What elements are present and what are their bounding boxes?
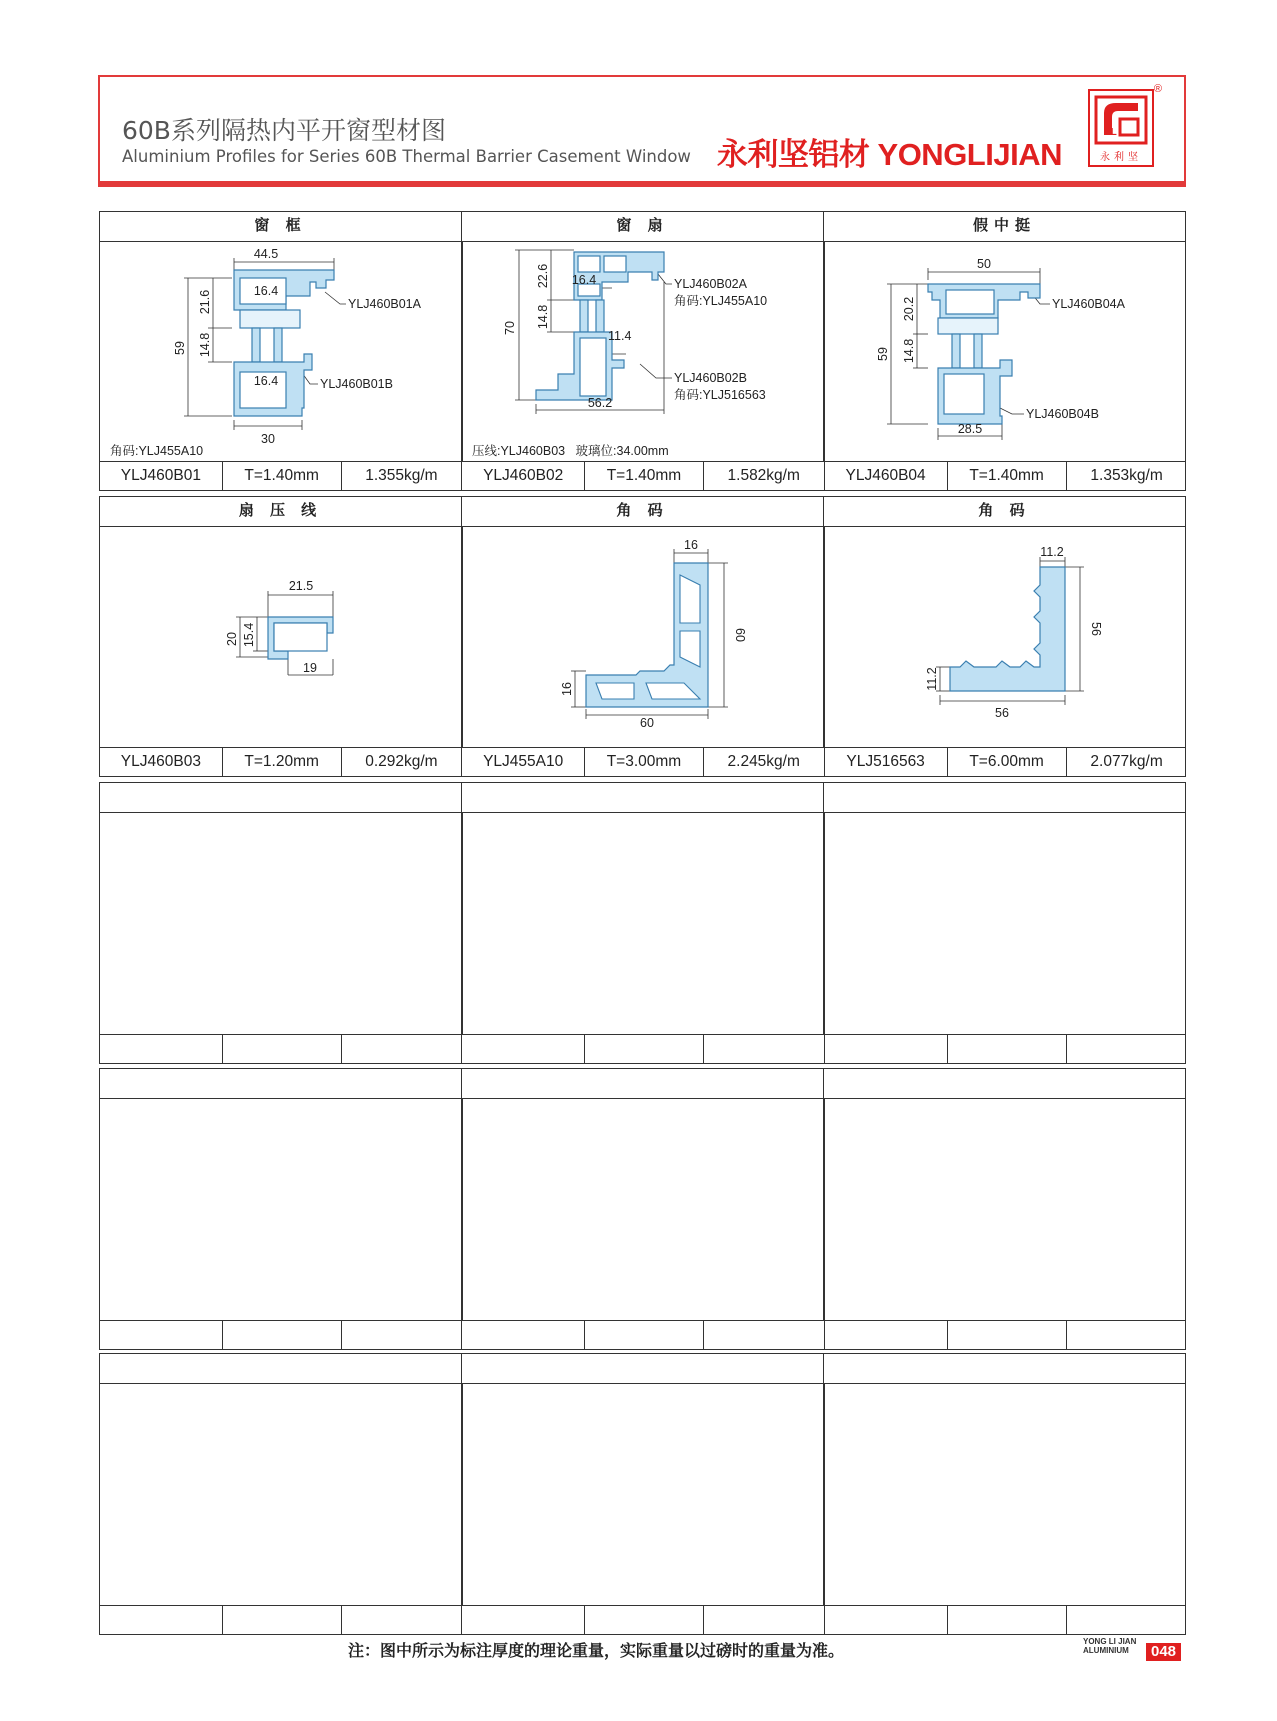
- registered-mark: ®: [1153, 83, 1162, 95]
- svg-text:16: 16: [684, 538, 698, 552]
- column-divider: [461, 1099, 463, 1320]
- profile-weight: [1067, 1035, 1187, 1063]
- column-header: [100, 1354, 462, 1383]
- page-brand-line: ALUMINIUM: [1083, 1646, 1129, 1655]
- profile-thickness: T=6.00mm: [948, 748, 1067, 776]
- column-divider: [461, 813, 463, 1034]
- column-divider: [823, 1099, 825, 1320]
- column-divider: [823, 813, 825, 1034]
- svg-text:16.4: 16.4: [253, 284, 279, 298]
- svg-text:59: 59: [876, 347, 890, 361]
- svg-text:16.4: 16.4: [571, 273, 597, 287]
- profile-code: [462, 1035, 585, 1063]
- logo-mark-icon: [1090, 91, 1152, 151]
- profile-thickness: [585, 1606, 704, 1634]
- page-title: 60B系列隔热内平开窗型材图: [122, 116, 446, 145]
- svg-text:11.4: 11.4: [608, 329, 632, 343]
- profile-code: YLJ460B03: [100, 748, 223, 776]
- svg-text:50: 50: [977, 257, 991, 271]
- svg-text:YLJ460B02B: YLJ460B02B: [674, 371, 747, 385]
- profile-code: [825, 1035, 948, 1063]
- svg-text:14.8: 14.8: [536, 304, 550, 330]
- svg-text:角码:YLJ516563: 角码:YLJ516563: [674, 388, 766, 402]
- svg-text:角码:YLJ455A10: 角码:YLJ455A10: [674, 294, 768, 308]
- profile-thickness: [948, 1321, 1067, 1349]
- profile-code: [462, 1321, 585, 1349]
- profile-code: YLJ455A10: [462, 748, 585, 776]
- profile-panel-2: [99, 496, 1186, 777]
- profile-weight: 0.292kg/m: [365, 753, 438, 770]
- panel-header-row: [100, 497, 1185, 527]
- svg-text:70: 70: [503, 321, 517, 335]
- panel-header-row: [100, 1069, 1185, 1099]
- svg-text:11.2: 11.2: [1040, 545, 1064, 559]
- profile-code: YLJ460B01: [100, 462, 223, 490]
- svg-text:YLJ460B02A: YLJ460B02A: [674, 277, 747, 291]
- profile-code: [462, 1606, 585, 1634]
- svg-text:28.5: 28.5: [957, 422, 983, 436]
- profile-panel-4: [99, 1068, 1186, 1350]
- page-number-block: [1083, 1637, 1177, 1660]
- column-divider: [823, 1384, 825, 1605]
- svg-text:60: 60: [733, 628, 747, 642]
- profile-code: [100, 1606, 223, 1634]
- column-header: 角 码: [978, 502, 1031, 519]
- profile-code: [825, 1606, 948, 1634]
- column-header: [824, 1069, 1185, 1098]
- profile-code: YLJ516563: [825, 748, 948, 776]
- profile-drawing-ylj460b01: [100, 242, 461, 462]
- profile-drawing-ylj460b04: [824, 242, 1186, 462]
- svg-text:YLJ460B04B: YLJ460B04B: [1026, 407, 1099, 421]
- profile-thickness: [585, 1321, 704, 1349]
- profile-panel-1: [99, 211, 1186, 491]
- svg-text:21.6: 21.6: [198, 289, 212, 315]
- profile-weight: [342, 1321, 462, 1349]
- svg-text:59: 59: [173, 341, 187, 355]
- panel-spec-row: [100, 1605, 1185, 1634]
- panel-header-row: [100, 1354, 1185, 1384]
- svg-text:YL: YL: [1104, 127, 1117, 138]
- profile-drawing-ylj460b02: [462, 242, 823, 462]
- profile-weight: [1067, 1606, 1187, 1634]
- panel-spec-row: [100, 747, 1185, 776]
- profile-code: YLJ460B02: [462, 462, 585, 490]
- profile-panel-3: [99, 782, 1186, 1064]
- svg-text:19: 19: [303, 661, 317, 675]
- svg-text:20: 20: [225, 632, 239, 646]
- page-subtitle: Aluminium Profiles for Series 60B Thermal Barrier Casement Window: [122, 147, 691, 166]
- svg-text:60: 60: [640, 716, 654, 730]
- column-header: [824, 1354, 1185, 1383]
- svg-text:22.6: 22.6: [536, 263, 550, 289]
- panel-spec-row: [100, 461, 1185, 490]
- svg-text:14.8: 14.8: [902, 338, 916, 364]
- column-header: [462, 1354, 824, 1383]
- brand-name: 永利坚铝材 YONGLIJIAN: [716, 137, 1062, 172]
- svg-text:11.2: 11.2: [925, 667, 939, 691]
- profile-code: [825, 1321, 948, 1349]
- profile-code: YLJ460B04: [825, 462, 948, 490]
- page-brand-line: YONG LI JIAN: [1083, 1637, 1137, 1646]
- profile-code: [100, 1321, 223, 1349]
- profile-thickness: [223, 1606, 342, 1634]
- profile-weight: [342, 1035, 462, 1063]
- column-header: 窗 扇: [462, 212, 824, 241]
- profile-weight: [704, 1606, 824, 1634]
- profile-thickness: T=1.40mm: [948, 462, 1067, 490]
- column-header: 窗 框: [100, 212, 462, 241]
- profile-weight: 1.582kg/m: [727, 467, 800, 484]
- column-header: 扇 压 线: [100, 497, 462, 526]
- column-header: [100, 783, 462, 812]
- panel-header-row: [100, 212, 1185, 242]
- profile-panel-5: [99, 1353, 1186, 1635]
- column-header: 角 码: [462, 497, 824, 526]
- column-header: [462, 1069, 824, 1098]
- profile-weight: [704, 1035, 824, 1063]
- svg-text:20.2: 20.2: [902, 296, 916, 322]
- profile-thickness: [223, 1035, 342, 1063]
- svg-text:44.5: 44.5: [253, 247, 279, 261]
- column-divider: [461, 1384, 463, 1605]
- profile-thickness: T=1.40mm: [585, 462, 704, 490]
- page-number: 048: [1146, 1643, 1181, 1661]
- profile-code: [100, 1035, 223, 1063]
- profile-drawing-ylj516563: [824, 527, 1186, 749]
- profile-weight: 1.353kg/m: [1090, 467, 1163, 484]
- profile-thickness: [585, 1035, 704, 1063]
- svg-text:56.2: 56.2: [587, 396, 613, 410]
- profile-weight: [704, 1321, 824, 1349]
- svg-text:15.4: 15.4: [242, 622, 256, 648]
- header-rule: [98, 181, 1186, 187]
- svg-text:16.4: 16.4: [253, 374, 279, 388]
- svg-text:YLJ460B04A: YLJ460B04A: [1052, 297, 1125, 311]
- profile-thickness: T=1.40mm: [223, 462, 342, 490]
- profile-thickness: [948, 1035, 1067, 1063]
- profile-note: 角码:YLJ455A10: [110, 444, 204, 458]
- panel-spec-row: [100, 1034, 1185, 1063]
- logo-text: 永利坚: [1100, 152, 1142, 163]
- weight-disclaimer: 注：图中所示为标注厚度的理论重量，实际重量以过磅时的重量为准。: [348, 1641, 845, 1660]
- profile-weight: 2.077kg/m: [1090, 753, 1163, 770]
- panel-spec-row: [100, 1320, 1185, 1349]
- profile-thickness: [223, 1321, 342, 1349]
- page-header: [98, 75, 1186, 184]
- profile-weight: 1.355kg/m: [365, 467, 438, 484]
- column-header: 假中挺: [972, 217, 1036, 234]
- svg-text:21.5: 21.5: [288, 579, 314, 593]
- profile-note: 压线:YLJ460B03 玻璃位:34.00mm: [472, 444, 669, 458]
- profile-thickness: T=3.00mm: [585, 748, 704, 776]
- svg-text:30: 30: [261, 432, 275, 446]
- panel-header-row: [100, 783, 1185, 813]
- brand-logo: [1088, 89, 1154, 167]
- svg-text:14.8: 14.8: [198, 332, 212, 358]
- profile-weight: 2.245kg/m: [727, 753, 800, 770]
- profile-thickness: [948, 1606, 1067, 1634]
- column-header: [824, 783, 1185, 812]
- profile-drawing-ylj460b03: [100, 527, 461, 749]
- column-header: [100, 1069, 462, 1098]
- svg-text:YLJ460B01B: YLJ460B01B: [320, 377, 393, 391]
- profile-weight: [1067, 1321, 1187, 1349]
- column-header: [462, 783, 824, 812]
- svg-text:56: 56: [995, 706, 1009, 720]
- svg-text:16: 16: [560, 682, 574, 696]
- profile-weight: [342, 1606, 462, 1634]
- svg-text:YLJ460B01A: YLJ460B01A: [348, 297, 421, 311]
- profile-drawing-ylj455a10: [462, 527, 823, 749]
- svg-text:56: 56: [1089, 622, 1103, 636]
- profile-thickness: T=1.20mm: [223, 748, 342, 776]
